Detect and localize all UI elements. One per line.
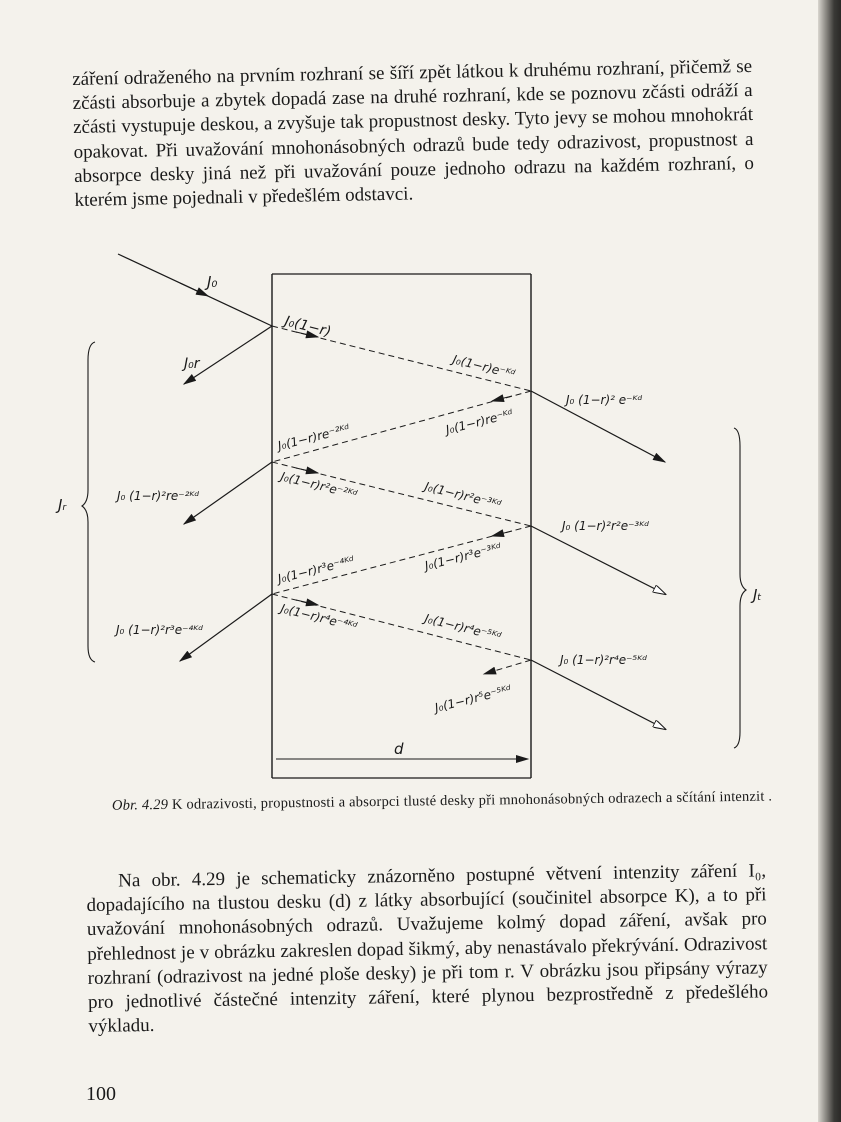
label-trans-3: J₀ (1−r)²r⁴e⁻⁵ᴷᵈ xyxy=(560,653,648,667)
figure-caption-number: Obr. 4.29 xyxy=(111,796,169,814)
paragraph-bottom: Na obr. 4.29 je schematicky znázorněno postupné větvení intenzity záření I₀, dopadajícího na tlustou desku (d) z látky absorbující (součinitel absorpce K), a to při uvažování mnohonásobných odrazů. Uvažujeme kolmý dopad záření, avšak pro přehlednost je v obrázku zakreslen dopad šikmý, aby nenastávalo překrývání. Odrazivost rozhraní (odrazivost na jedné ploše desky) je při tom r. V obrázku jsou připsány výrazy pro jednotlivé částečné intenzity záření, které plynou bezprostředně z předešlého výkladu. xyxy=(86,860,769,1038)
label-emerge-refl-1: J₀ (1−r)²re⁻²ᴷᵈ xyxy=(117,489,200,503)
figure-caption-text: K odrazivosti, propustnosti a absorpci tlusté desky při mnohonásobných odrazech a sčítání intenzit . xyxy=(171,788,773,813)
label-incident: J₀ xyxy=(207,273,218,291)
page-number: 100 xyxy=(86,1083,116,1105)
inner-arrow-4 xyxy=(492,531,512,536)
transmitted-ray-2 xyxy=(531,526,665,594)
inner-ray-6 xyxy=(484,660,531,674)
label-emerge-refl-2: J₀ (1−r)²r³e⁻⁴ᴷᵈ xyxy=(116,623,204,637)
label-brace-reflected: Jᵣ xyxy=(58,496,67,514)
label-inner-5: J₀(1−r)r³e⁻⁴ᴷᵈ xyxy=(276,553,356,586)
label-trans-1: J₀ (1−r)² e⁻ᴷᵈ xyxy=(566,393,643,407)
label-inner-refl-2: J₀(1−r)r³e⁻³ᴷᵈ xyxy=(423,540,503,573)
label-inner-3: J₀(1−r)r²e⁻²ᴷᵈ xyxy=(279,469,359,502)
label-inner-refl-1: J₀(1−r)re⁻ᴷᵈ xyxy=(444,406,515,437)
brace-transmitted xyxy=(734,428,746,748)
brace-reflected xyxy=(82,342,95,662)
label-inner-refl-3: J₀(1−r)r⁵e⁻⁵ᴷᵈ xyxy=(433,682,513,715)
paragraph-top: záření odraženého na prvním rozhraní se šíří zpět látkou k druhému rozhraní, přičemž se zčásti absorbuje a zbytek dopadá zase na druhé rozhraní, kde se poznovu zčásti odráží a zčásti vystupuje deskou, a zvyšuje tak propustnost desky. Tyto jevy se mohou mnohokrát opakovat. Při uvažování mnohonásobných odrazů bude tedy odrazivost, propustnost a absorpce desky jiná než při uvažování pouze jednoho odrazu na každém rozhraní, o kterém jsme pojednali v předešlém odstavci. xyxy=(72,55,755,211)
label-refracted-1: J₀(1−r) xyxy=(283,313,333,341)
label-reflected-1: J₀r xyxy=(184,356,200,372)
label-trans-2: J₀ (1−r)²r²e⁻³ᴷᵈ xyxy=(562,519,650,533)
incident-arrow xyxy=(180,283,208,296)
inner-ray-2 xyxy=(272,391,531,462)
label-inner-7: J₀(1−r)r⁴e⁻⁵ᴷᵈ xyxy=(423,611,503,644)
inner-arrow-5 xyxy=(296,600,318,605)
reflected-ray-1 xyxy=(184,326,272,384)
label-thickness: d xyxy=(394,740,404,758)
label-brace-transmitted: Jₜ xyxy=(753,586,762,604)
label-inner-2: J₀(1−r)re⁻²ᴷᵈ xyxy=(276,421,352,453)
label-inner-6: J₀(1−r)r⁴e⁻⁴ᴷᵈ xyxy=(279,601,359,634)
label-inner-1: J₀(1−r)e⁻ᴷᵈ xyxy=(451,352,517,382)
inner-arrow-2 xyxy=(492,396,512,401)
transmitted-ray-3 xyxy=(531,660,665,729)
inner-arrow-3 xyxy=(296,468,318,473)
label-inner-4: J₀(1−r)r²e⁻³ᴷᵈ xyxy=(423,479,503,512)
